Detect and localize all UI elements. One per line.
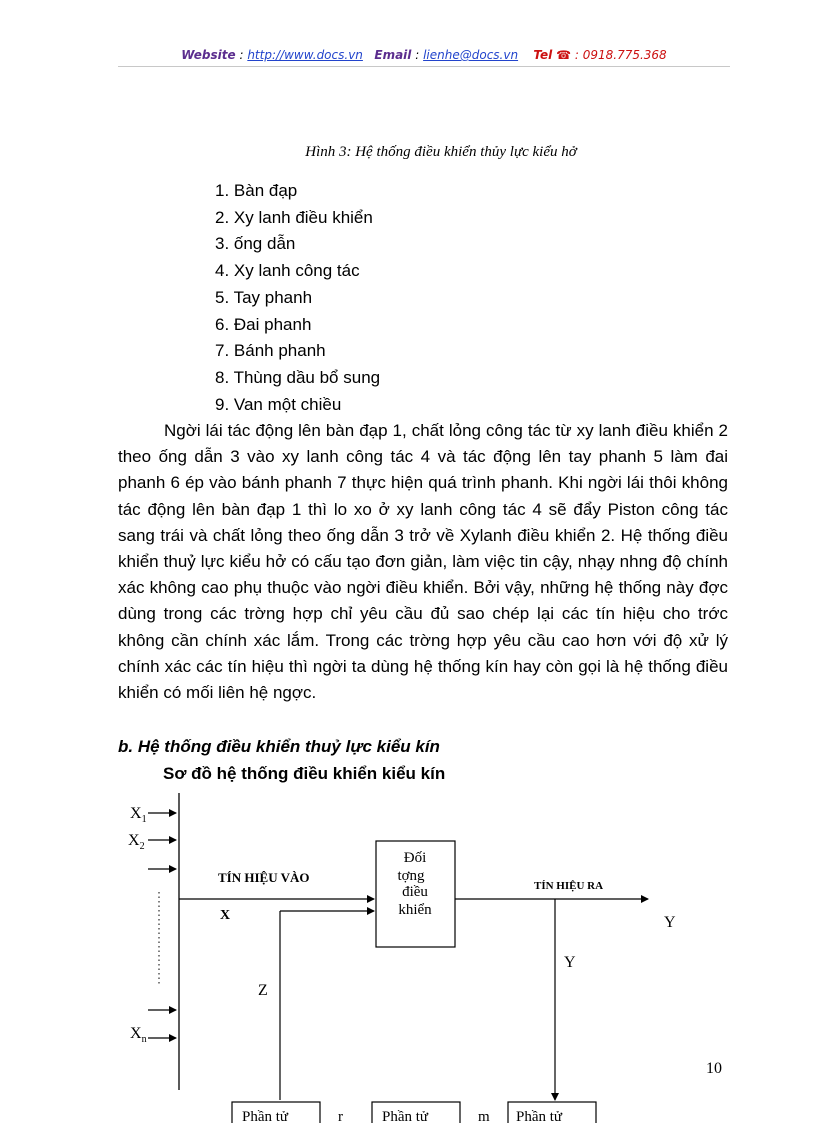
element-box-3-label: Phần tử xyxy=(516,1109,563,1123)
list-item: 3. ống dẫn xyxy=(215,234,296,254)
list-item: 9. Van một chiều xyxy=(215,394,342,414)
page-header: Website : http://www.docs.vn Email : lienhe@docs.vn Tel ☎ : 0918.775.368 xyxy=(181,48,667,62)
element-box-1-label: Phần tử xyxy=(242,1109,289,1123)
signal-in-label: TÍN HIỆU VÀO xyxy=(218,870,310,885)
email-label: Email xyxy=(374,48,412,62)
input-label-x1: $X_1$ xyxy=(130,805,147,825)
object-line-2: tợng xyxy=(397,868,425,884)
section-heading: b. Hệ thống điều khiển thuỷ lực kiểu kín xyxy=(118,737,440,756)
figure-caption: Hình 3: Hệ thống điều khiển thủy lực kiểu hở xyxy=(305,144,577,160)
list-item: 7. Bánh phanh xyxy=(215,341,326,361)
x-label: X xyxy=(220,908,231,923)
list-item: 6. Đai phanh xyxy=(215,314,312,334)
header-divider xyxy=(118,66,730,67)
email-link[interactable]: lienhe@docs.vn xyxy=(423,48,519,62)
signal-out-label: TÍN HIỆU RA xyxy=(534,880,604,892)
list-item: 5. Tay phanh xyxy=(215,287,313,307)
parts-list xyxy=(215,178,380,418)
list-item: 2. Xy lanh điều khiển xyxy=(215,207,373,227)
list-item: 8. Thùng dầu bổ sung xyxy=(215,367,381,387)
list-item: 4. Xy lanh công tác xyxy=(215,261,360,281)
tel-label: Tel xyxy=(533,48,553,62)
y-branch-label: Y xyxy=(564,954,576,971)
m-label: m xyxy=(478,1109,490,1123)
body-paragraph: Ngời lái tác động lên bàn đạp 1, chất lỏng công tác từ xy lanh điều khiển 2 theo ống dẫn 3 vào xy lanh công tác 4 và tác động lên tay phanh 5 làm đai phanh 6 ép vào bánh phanh 7 thực hiện quá trình phanh. Khi ngời lái thôi không tác động lên bàn đạp 1 thì lo xo ở xy lanh công tác 4 sẽ đẩy Piston công tác sang trái và chất lỏng theo ống dẫn 3 trở về Xylanh điều khiển 2. Hệ thống điều khiển thuỷ lực kiểu hở có cấu tạo đơn giản, làm việc tin cậy, nhạy nhng độ chính xác không cao phụ thuộc vào ngời điều khiển. Bởi vậy, những hệ thống này đợc dùng trong các trờng hợp chỉ yêu cầu đủ sao chép lại các tín hiệu cho trớc không cần chính xác lắm. Trong các trờng hợp yêu cầu cao hơn với độ xử lý chính xác các tín hiệu thì ngời ta dùng hệ thống kín hay còn gọi là hệ thống điều khiển có mối liên hệ ngợc. xyxy=(118,421,728,703)
closed-loop-diagram xyxy=(0,780,816,1123)
element-box-2-label: Phần tử xyxy=(382,1109,429,1123)
z-label: Z xyxy=(258,982,268,999)
y-label: Y xyxy=(664,914,676,931)
website-label: Website xyxy=(181,48,236,62)
object-line-3: điều xyxy=(402,884,428,900)
list-item: 1. Bàn đạp xyxy=(215,181,298,200)
r-label: r xyxy=(338,1109,343,1123)
page-number: 10 xyxy=(706,1060,722,1077)
object-line-4: khiển xyxy=(398,902,432,918)
object-line-1: Đối xyxy=(403,850,427,866)
section-subheading: Sơ đồ hệ thống điều khiển kiểu kín xyxy=(163,764,446,783)
phone-icon: ☎ xyxy=(556,48,572,62)
input-label-xn: $X_n$ xyxy=(130,1025,147,1045)
website-link[interactable]: http://www.docs.vn xyxy=(247,48,363,62)
input-label-x2: $X_2$ xyxy=(128,832,145,852)
tel-value: : 0918.775.368 xyxy=(574,48,667,62)
